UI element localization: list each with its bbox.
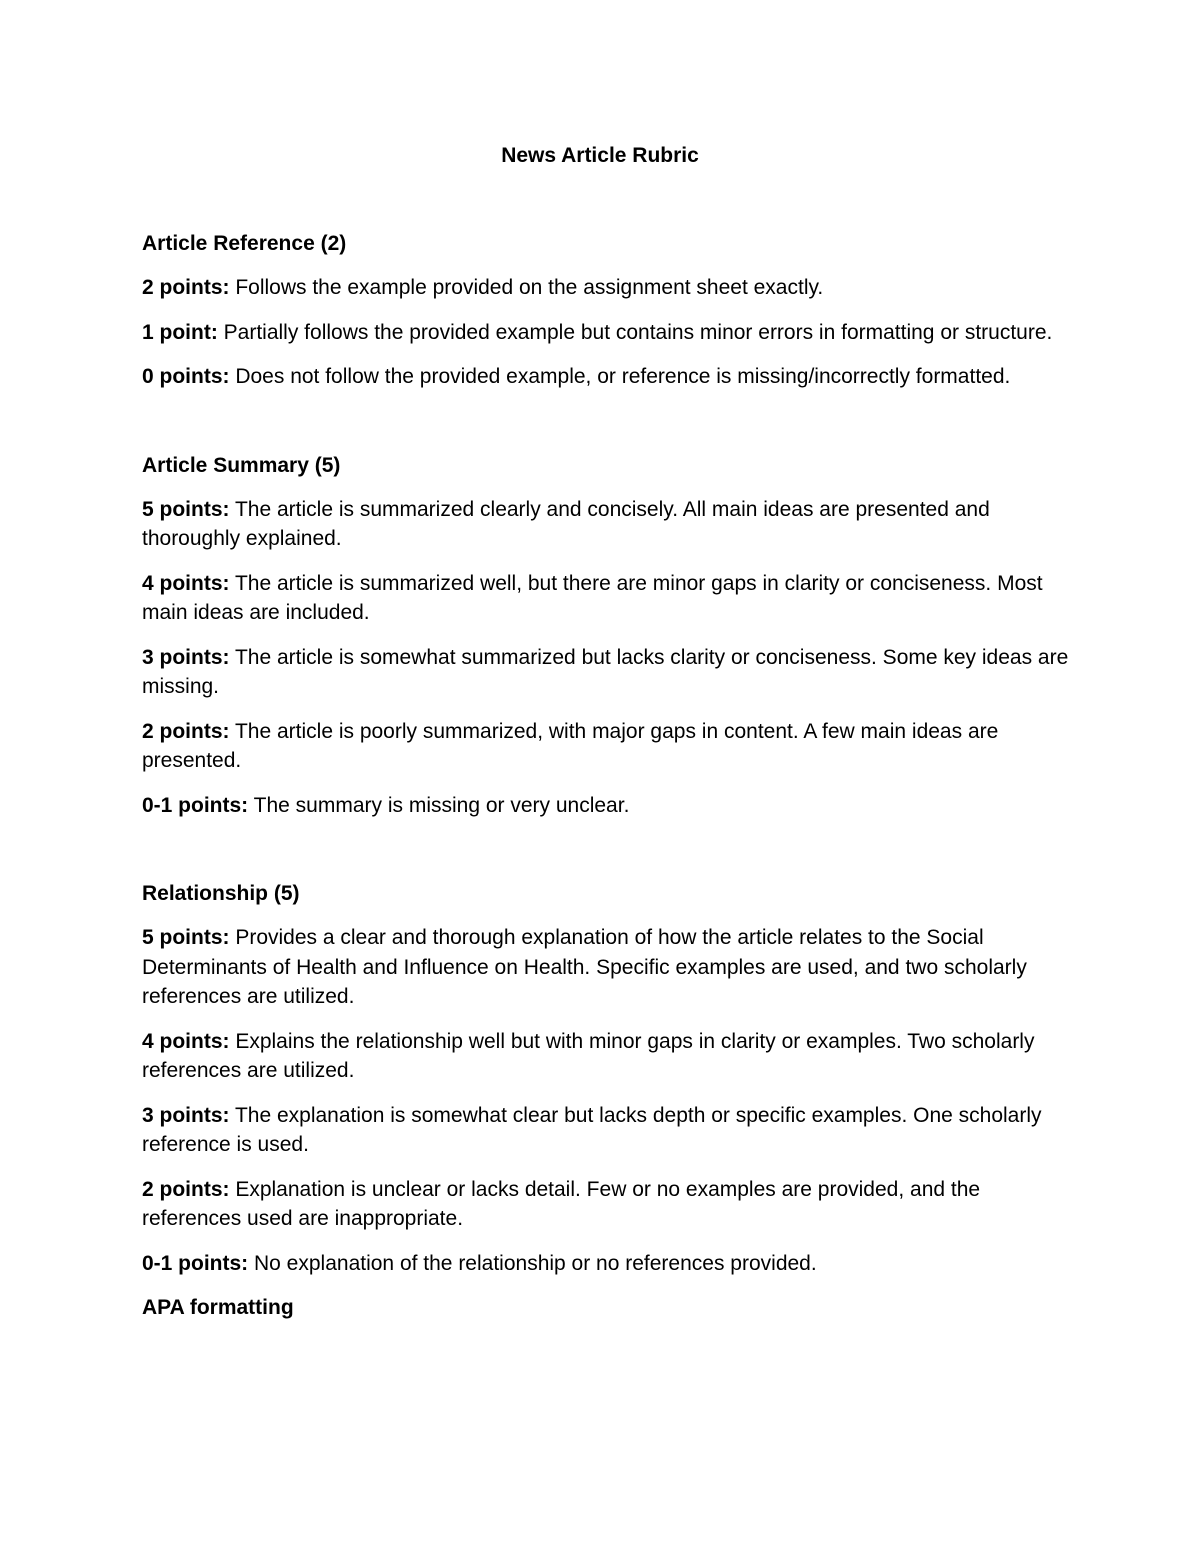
points-label: 1 point:: [142, 320, 218, 344]
criterion-5-points: [142, 495, 1072, 554]
section-heading: APA formatting: [142, 1296, 294, 1319]
criterion-1-point: [142, 318, 1072, 348]
criterion-2-points: [142, 1175, 1072, 1234]
criterion-text: The article is poorly summarized, with major gaps in content. A few main ideas are presented.: [142, 719, 999, 772]
criterion-text: Does not follow the provided example, or reference is missing/incorrectly formatted.: [229, 365, 1011, 388]
criterion-text: The article is somewhat summarized but lacks clarity or conciseness. Some key ideas are missing.: [142, 645, 1069, 698]
criterion-text: Partially follows the provided example but contains minor errors in formatting or structure.: [217, 320, 1053, 344]
points-label: 2 points:: [142, 719, 230, 743]
criterion-text: The summary is missing or very unclear.: [248, 793, 630, 817]
section-apa-formatting: [142, 1293, 1072, 1322]
section-article-summary: [142, 451, 1072, 821]
points-label: 3 points:: [142, 645, 230, 669]
points-label: 3 points:: [142, 1103, 230, 1127]
criterion-text: The article is summarized well, but there are minor gaps in clarity or conciseness. Most main ideas are included.: [142, 571, 1043, 624]
criterion-text: Follows the example provided on the assignment sheet exactly.: [229, 276, 824, 299]
criterion-2-points: [142, 717, 1072, 776]
section-relationship: [142, 879, 1072, 1278]
criterion-3-points: [142, 1101, 1072, 1160]
criterion-text: No explanation of the relationship or no references provided.: [248, 1251, 817, 1275]
criterion-0-1-points: [142, 1249, 1072, 1279]
criterion-text: The explanation is somewhat clear but lacks depth or specific examples. One scholarly reference is used.: [142, 1103, 1042, 1156]
section-spacer: [142, 835, 1072, 879]
criterion-0-points: [142, 362, 1072, 392]
criterion-2-points: [142, 273, 1072, 303]
points-label: 0 points:: [142, 365, 230, 388]
points-label: 2 points:: [142, 276, 230, 299]
points-label: 5 points:: [142, 497, 230, 521]
criterion-4-points: [142, 1027, 1072, 1086]
points-label: 0-1 points:: [142, 793, 249, 817]
section-spacer: [142, 407, 1072, 451]
criterion-5-points: [142, 923, 1072, 1012]
criterion-0-1-points: [142, 791, 1072, 821]
points-label: 4 points:: [142, 1029, 230, 1053]
rubric-body: [142, 229, 1072, 1337]
section-heading: Article Summary (5): [142, 453, 341, 477]
criterion-3-points: [142, 643, 1072, 702]
criterion-text: The article is summarized clearly and concisely. All main ideas are presented and thoroughly explained.: [142, 497, 990, 550]
criterion-4-points: [142, 569, 1072, 628]
page-title: News Article Rubric: [501, 144, 699, 167]
criterion-text: Provides a clear and thorough explanation of how the article relates to the Social Determinants of Health and Influence on Health. Specific examples are used, and two scholarly references are utilized.: [142, 926, 1027, 1008]
section-heading: Relationship (5): [142, 882, 300, 905]
points-label: 4 points:: [142, 571, 230, 595]
points-label: 2 points:: [142, 1177, 230, 1201]
points-label: 0-1 points:: [142, 1251, 249, 1275]
section-article-reference: [142, 229, 1072, 392]
section-heading: Article Reference (2): [142, 232, 347, 255]
criterion-text: Explanation is unclear or lacks detail. Few or no examples are provided, and the references used are inappropriate.: [142, 1177, 981, 1230]
points-label: 5 points:: [142, 926, 230, 949]
criterion-text: Explains the relationship well but with minor gaps in clarity or examples. Two scholarly references are utilized.: [142, 1029, 1035, 1082]
